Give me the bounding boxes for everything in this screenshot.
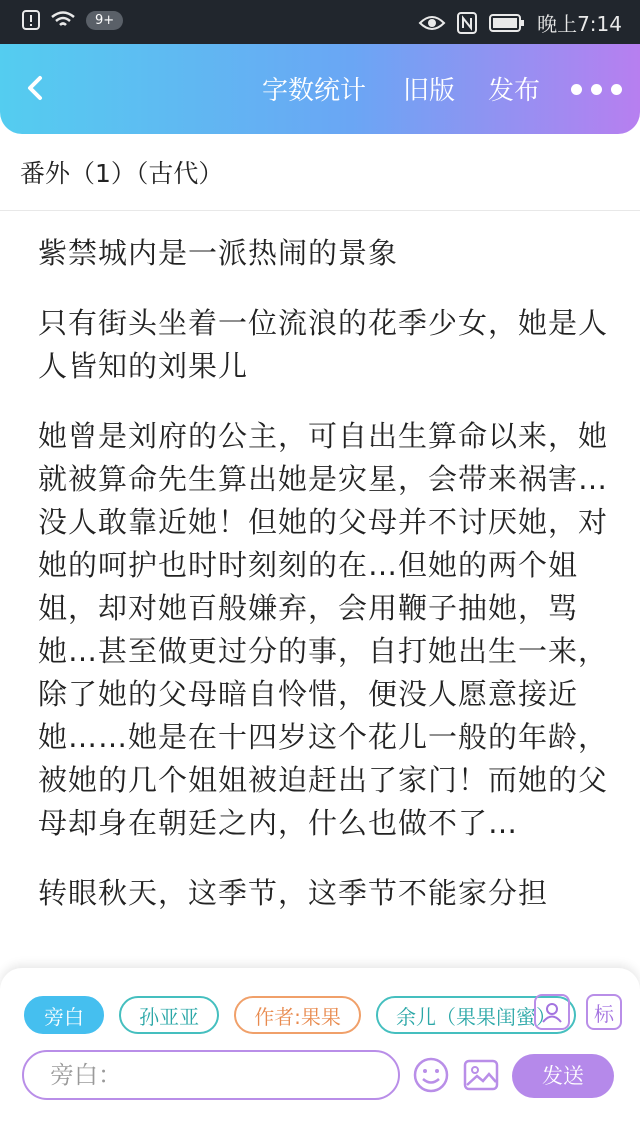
paragraph: 只有街头坐着一位流浪的花季少女，她是人人皆知的刘果儿: [38, 306, 609, 383]
story-content[interactable]: [38, 232, 608, 972]
character-chip-author[interactable]: 作者:果果: [234, 996, 361, 1034]
character-selector: [24, 996, 557, 1038]
avatar-icon[interactable]: [534, 994, 570, 1030]
paragraph: 紫禁城内是一派热闹的景象: [38, 236, 399, 270]
alert-icon: [22, 10, 40, 30]
emoji-icon[interactable]: [412, 1056, 450, 1094]
battery-icon: [489, 14, 525, 32]
image-icon[interactable]: [462, 1056, 500, 1094]
tag-icon[interactable]: 标: [586, 994, 622, 1030]
paragraph: 转眼秋天，这季节，这季节不能家分担: [38, 876, 549, 910]
status-bar: [0, 0, 640, 44]
paragraph: 她曾是刘府的公主，可自出生算命以来，她就被算命先生算出她是灾星，会带来祸害…没人敢靠近她！但她的父母并不讨厌她，对她的呵护也时时刻刻的在…但她的两个姐姐，却对她百般嫌弃，会用鞭子抽她，骂她…甚至做更过分的事，自打她出生一来，除了她的父母暗自怜惜，便没人愿意接近她……她是在十四岁这个花儿一般的年龄，被她的几个姐姐被迫赶出了家门！而她的父母却身在朝廷之内，什么也做不了…: [38, 419, 609, 840]
word-count-button[interactable]: 字数统计: [262, 76, 367, 106]
wifi-icon: [50, 10, 76, 30]
clock: 晚上7:14: [537, 12, 622, 36]
eye-icon: [419, 14, 445, 32]
character-chip-narrator[interactable]: 旁白: [24, 996, 104, 1034]
chapter-title: 番外（1）（古代）: [20, 159, 224, 188]
top-toolbar: [0, 44, 640, 134]
send-button[interactable]: 发送: [512, 1054, 614, 1098]
more-options-icon[interactable]: [571, 84, 622, 95]
divider: [0, 210, 640, 211]
character-chip[interactable]: 孙亚亚: [119, 996, 219, 1034]
compose-panel: [0, 968, 640, 1138]
old-version-button[interactable]: 旧版: [403, 76, 456, 106]
character-chip[interactable]: 余儿（果果闺蜜）: [376, 996, 576, 1034]
publish-button[interactable]: 发布: [488, 76, 541, 106]
nfc-icon: [457, 12, 477, 34]
notification-badge: 9+: [86, 11, 123, 30]
back-icon[interactable]: [18, 68, 54, 108]
message-input[interactable]: 旁白：: [22, 1050, 400, 1100]
